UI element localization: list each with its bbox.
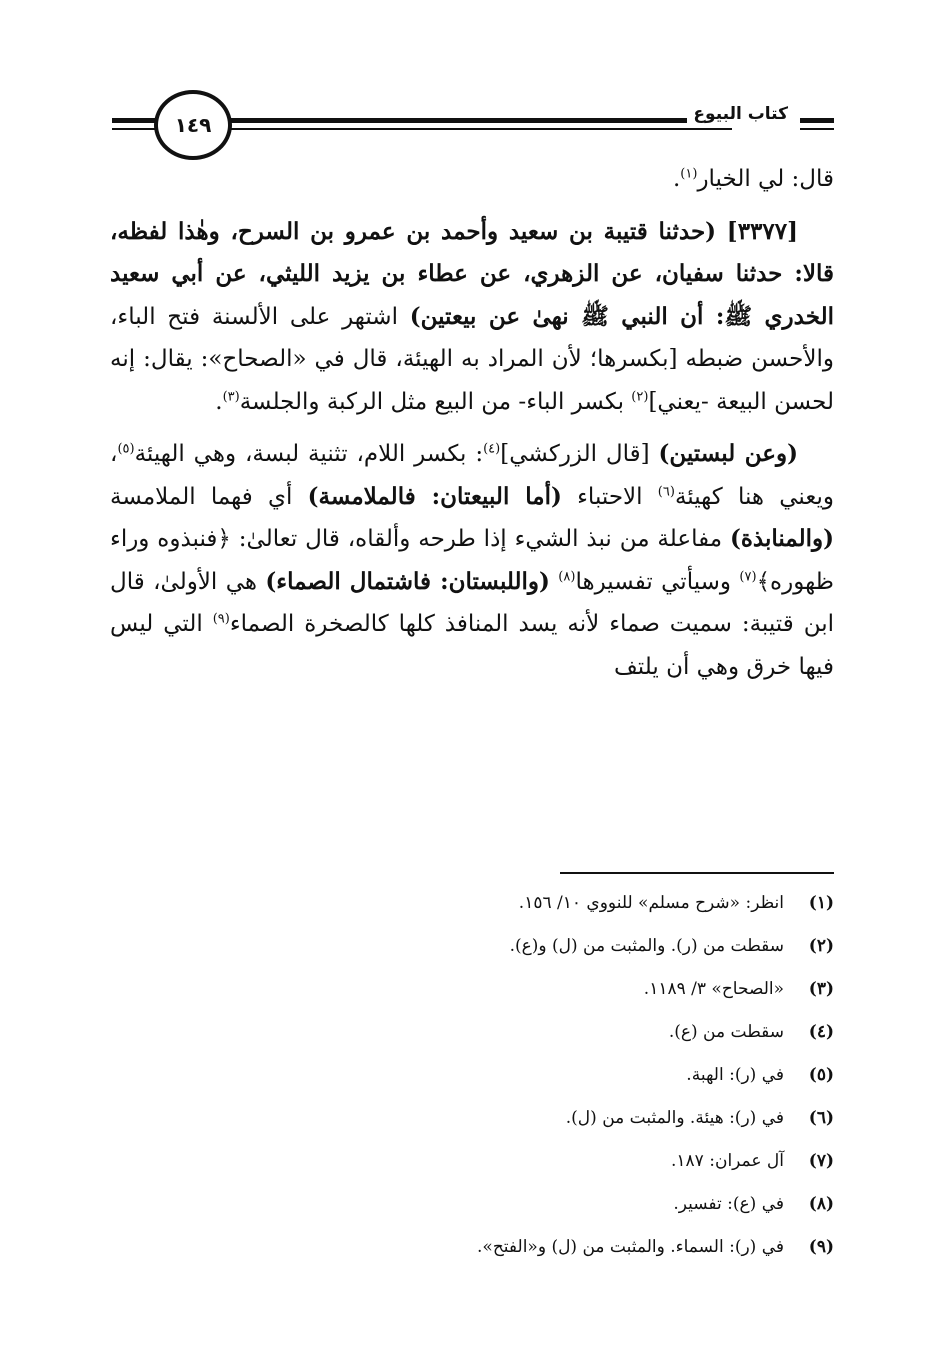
footnote-text: سقطت من (ر). والمثبت من (ل) و(ع). xyxy=(509,936,784,956)
footnote-number: (٣) xyxy=(808,979,834,999)
footnote-text: «الصحاح» ٣/ ١١٨٩. xyxy=(643,979,784,999)
footnote-ref-7: (٧) xyxy=(739,568,757,584)
header-rule-left xyxy=(112,118,160,123)
text: قال: لي الخيار xyxy=(697,166,834,192)
text: . xyxy=(215,388,223,415)
footnote-item xyxy=(110,882,834,925)
footnote-ref-9: (٩) xyxy=(212,611,230,627)
footnote-item xyxy=(110,1097,834,1140)
footnote-number: (٦) xyxy=(808,1108,834,1128)
header-rule-right-thin xyxy=(800,128,834,130)
footnote-separator xyxy=(560,872,834,874)
footnote-item xyxy=(110,925,834,968)
footnote-number: (٥) xyxy=(808,1065,834,1085)
header-rule-middle-thin xyxy=(222,128,732,130)
footnote-ref-8: (٨) xyxy=(558,568,576,584)
commentary-text: مفاعلة من نبذ الشيء إذا طرحه وألقاه، قال تعالىٰ: ﴿فنبذوه وراء ظهوره﴾ xyxy=(110,526,834,595)
hadith-text: [٣٣٧٧] (حدثنا قتيبة بن سعيد وأحمد بن عمرو بن السرح، وهٰذا لفظه، قالا: حدثنا سفيان، عن الزهري، عن عطاء بن يزيد الليثي، عن أبي سعيد الخدري ﷺ: أن النبي ﷺ نهىٰ عن بيعتين) xyxy=(110,217,834,330)
footnote-ref-3: (٣) xyxy=(222,388,240,404)
commentary-text: التي ليس فيها خرق وهي أن يلتف xyxy=(110,611,834,680)
footnote-ref-2: (٢) xyxy=(631,388,649,404)
footnote-text: في (ع): تفسير. xyxy=(673,1194,784,1214)
footnote-item xyxy=(110,968,834,1011)
footnote-number: (٤) xyxy=(808,1022,834,1042)
footnote-text: سقطت من (ع). xyxy=(668,1022,784,1042)
book-title: كتاب البيوع xyxy=(687,104,794,124)
footnote-number: (٧) xyxy=(808,1151,834,1171)
footnote-number: (٢) xyxy=(808,936,834,956)
footnote-text: في (ر): الهبة. xyxy=(686,1065,784,1085)
commentary-text: هي الأولىٰ، قال ابن قتيبة: سميت صماء لأنه يسد المنافذ كلها كالصخرة الصماء xyxy=(110,568,834,637)
hadith-text: (والمنابذة) xyxy=(729,525,834,552)
footnote-text: في (ر): السماء. والمثبت من (ل) و«الفتح». xyxy=(477,1237,784,1257)
main-text xyxy=(110,158,834,698)
footnote-item xyxy=(110,1226,834,1269)
footnote-text: في (ر): هيئة. والمثبت من (ل). xyxy=(565,1108,784,1128)
footnote-ref-5: (٥) xyxy=(117,441,135,457)
page-number-badge xyxy=(154,90,232,160)
footnote-number: (١) xyxy=(808,893,834,913)
header-rule-middle xyxy=(222,118,732,123)
page-header xyxy=(112,88,834,168)
footnote-item xyxy=(110,1011,834,1054)
paragraph-hadith-3377 xyxy=(110,211,834,424)
header-rule-right xyxy=(800,118,834,123)
paragraph-libstayn xyxy=(110,433,834,688)
footnote-ref-4: (٤) xyxy=(483,441,501,457)
footnote-number: (٨) xyxy=(808,1194,834,1214)
commentary-text: بكسر الباء- من البيع مثل الركبة والجلسة xyxy=(239,388,632,415)
commentary-text: الاحتباء xyxy=(561,483,658,510)
paragraph-1 xyxy=(110,158,834,201)
hadith-text: (واللبستان: فاشتمال الصماء) xyxy=(265,567,550,595)
commentary-text: : بكسر اللام، تثنية لبسة، وهي الهيئة xyxy=(134,441,484,467)
footnote-ref-1: (١) xyxy=(680,166,698,182)
footnote-item xyxy=(110,1183,834,1226)
text: . xyxy=(672,166,681,192)
hadith-text: (أما البيعتان: فالملامسة) xyxy=(307,482,562,510)
header-rule-left-thin xyxy=(112,128,160,130)
footnote-number: (٩) xyxy=(808,1237,834,1257)
footnote-item xyxy=(110,1054,834,1097)
footnote-ref-6: (٦) xyxy=(657,483,675,499)
commentary-text: اشتهر على الألسنة فتح الباء، والأحسن ضبطه [بكسرها؛ لأن المراد به الهيئة، قال في «الصحاح»: يقال: إنه لحسن البيعة -يعني] xyxy=(110,303,834,415)
hadith-text: (وعن لبستين) xyxy=(658,440,798,467)
footnote-text: انظر: «شرح مسلم» للنووي ١٠/ ١٥٦. xyxy=(518,893,784,913)
page-number: ١٤٩ xyxy=(174,113,212,137)
commentary-text: وسيأتي تفسيرها xyxy=(575,568,740,595)
commentary-text: ، ويعني هنا كهيئة xyxy=(110,441,834,510)
commentary-text: أي فهما الملامسة xyxy=(110,483,308,510)
commentary-text: [قال الزركشي] xyxy=(500,441,659,467)
footnotes xyxy=(110,882,834,1269)
footnote-text: آل عمران: ١٨٧. xyxy=(671,1151,784,1171)
footnote-item xyxy=(110,1140,834,1183)
